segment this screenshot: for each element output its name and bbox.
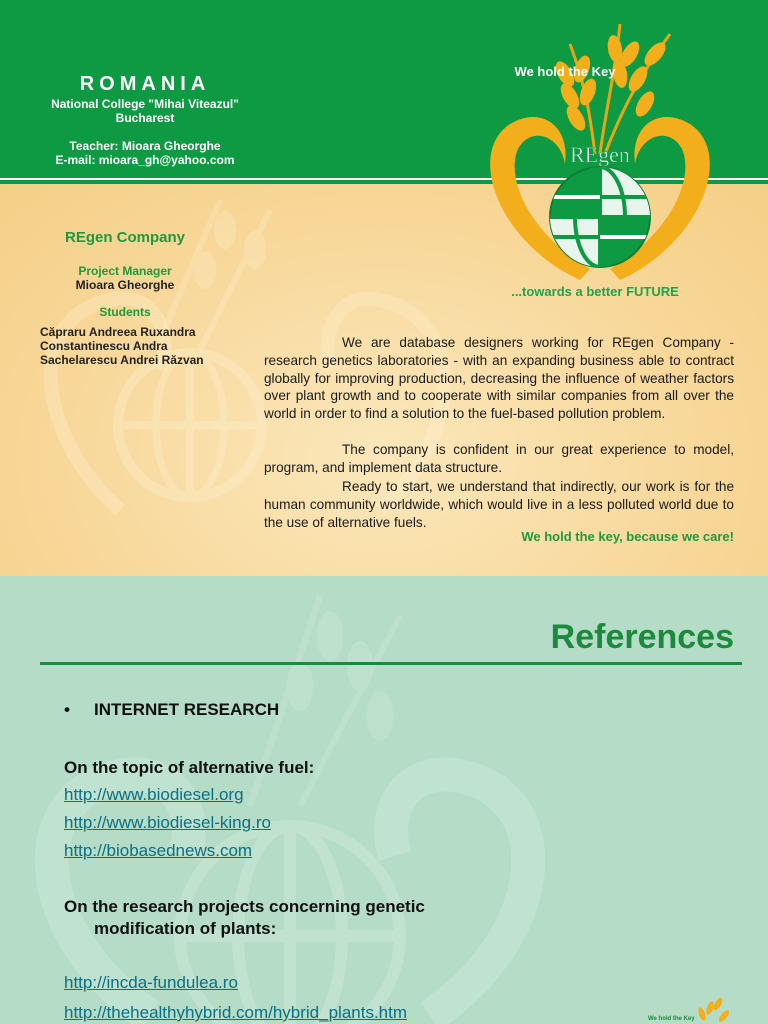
mini-logo-icon xyxy=(640,994,730,1024)
title-underline xyxy=(40,662,742,665)
reference-link[interactable]: http://biobasednews.com xyxy=(64,841,253,860)
city-name: Bucharest xyxy=(115,111,175,125)
manager-name: Mioara Gheorghe xyxy=(75,278,175,292)
reference-link[interactable]: http://www.biodiesel-king.ro xyxy=(64,813,271,832)
motto-text: We hold the key, because we care! xyxy=(521,529,734,544)
student-name: Sachelarescu Andrei Răzvan xyxy=(40,353,204,367)
bullet-dot-icon: • xyxy=(64,700,70,719)
regen-logo-icon xyxy=(470,14,730,314)
school-name: National College "Mihai Viteazul" xyxy=(51,97,239,111)
teacher-name: Teacher: Mioara Gheorghe xyxy=(69,139,221,153)
teacher-email: E-mail: mioara_gh@yahoo.com xyxy=(55,153,235,167)
logo-tagline-top: We hold the Key xyxy=(514,64,616,79)
body-paragraph-3: Ready to start, we understand that indirectly, our work is for the human community worldwide, which would live in a less polluted world due to the use of alternative fuels. xyxy=(264,479,734,530)
logo-brand-text: REgen xyxy=(570,142,630,167)
reference-link[interactable]: http://www.biodiesel.org xyxy=(64,785,244,804)
reference-link[interactable]: http://incda-fundulea.ro xyxy=(64,973,238,992)
topic-heading: modification of plants: xyxy=(94,919,277,938)
topic-heading: On the topic of alternative fuel: xyxy=(64,758,315,777)
references-title: References xyxy=(550,618,734,656)
reference-link[interactable]: http://thehealthyhybrid.com/hybrid_plants.htm xyxy=(64,1003,408,1022)
student-name: Căpraru Andreea Ruxandra xyxy=(40,325,196,339)
country-heading: ROMANIA xyxy=(79,73,211,95)
references-slide xyxy=(0,576,768,1024)
body-paragraph-2: The company is confident in our great experience to model, program, and implement data structure. xyxy=(264,442,734,475)
bullet-item xyxy=(64,700,279,720)
bullet-text: INTERNET RESEARCH xyxy=(94,700,280,719)
topic-heading: On the research projects concerning genetic xyxy=(64,897,425,916)
mini-logo-text: We hold the Key xyxy=(648,1016,695,1022)
body-paragraph-1: We are database designers working for REgen Company - research genetics laboratories - with an expanding business able to contract globally for improving production, decreasing the influence of weather factors over plant growth and to cooperate with similar companies from all over the world in order to find a solution to the fuel-based pollution problem. xyxy=(264,335,734,422)
students-label: Students xyxy=(99,305,151,319)
student-name: Constantinescu Andra xyxy=(40,339,168,353)
logo-tagline-bottom: ...towards a better FUTURE xyxy=(511,284,679,299)
company-name: REgen Company xyxy=(64,229,185,246)
manager-label: Project Manager xyxy=(78,264,172,278)
